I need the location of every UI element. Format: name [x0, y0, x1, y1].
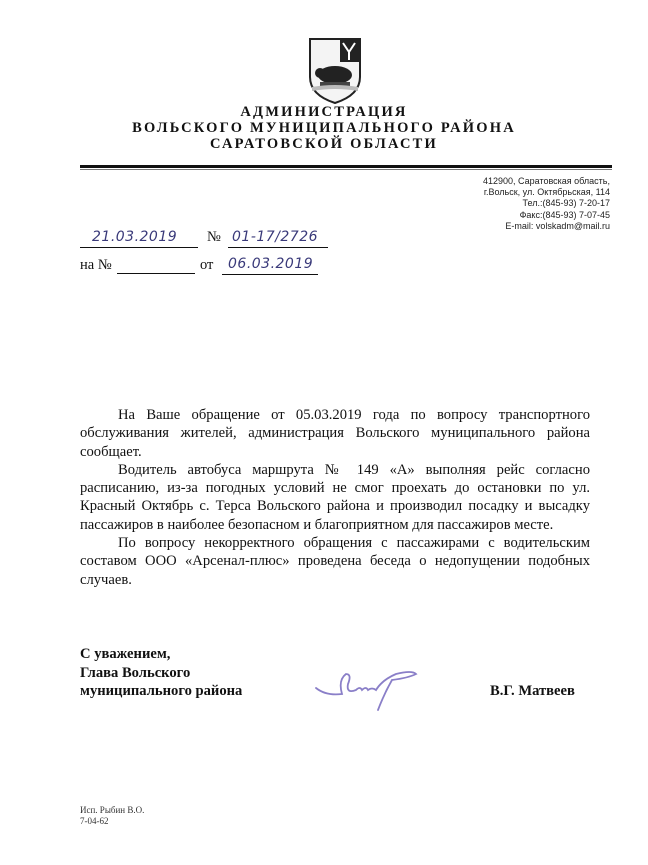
handwritten-signature — [312, 660, 422, 720]
address-email: E-mail: volskadm@mail.ru — [505, 220, 610, 231]
executor-phone: 7-04-62 — [80, 816, 109, 826]
org-name-line1: АДМИНИСТРАЦИЯ — [240, 104, 408, 120]
outgoing-number-field — [228, 229, 328, 248]
header-divider — [80, 165, 612, 168]
coat-of-arms-icon — [302, 33, 368, 105]
signer-title-line2: муниципального района — [80, 683, 243, 699]
org-name-line2: ВОЛЬСКОГО МУНИЦИПАЛЬНОГО РАЙОНА — [132, 120, 516, 136]
letter-body — [80, 406, 590, 589]
outgoing-date: 21.03.2019 — [92, 229, 178, 245]
closing: С уважением, — [80, 646, 171, 662]
address-phone: Тел.:(845-93) 7-20-17 — [522, 198, 610, 209]
ref-number-field — [117, 257, 195, 274]
address-block — [483, 176, 610, 232]
executor-name: Исп. Рыбин В.О. — [80, 805, 145, 815]
address-line2: г.Вольск, ул. Октябрьская, 114 — [483, 187, 610, 198]
address-fax: Факс:(845-93) 7-07-45 — [519, 209, 610, 220]
signer-title-line1: Глава Вольского — [80, 664, 191, 681]
body-paragraph: Водитель автобуса маршрута № 149 «А» выполняя рейс согласно расписанию, из-за погодных условий не смог проехать до остановки по ул. Красный Октябрь с. Терса Вольского района и производил посадку и высадку пассажиров в наиболее безопасном и благоприятном для пассажиров месте. — [80, 461, 590, 533]
address-line1: 412900, Саратовская область, — [483, 176, 610, 186]
outgoing-number: 01-17/2726 — [232, 229, 319, 245]
outgoing-date-field — [80, 229, 198, 248]
signature-title-block — [80, 645, 242, 701]
signer-name: В.Г. Матвеев — [490, 683, 575, 699]
number-sign: № — [207, 229, 221, 245]
ref-date-field — [222, 257, 318, 275]
ref-date: 06.03.2019 — [228, 256, 314, 272]
body-paragraph: На Ваше обращение от 05.03.2019 года по вопросу транспортного обслуживания жителей, администрация Вольского муниципального района сообщает. — [80, 407, 590, 460]
executor-block — [80, 805, 144, 827]
ref-number-label: на № — [80, 257, 112, 273]
header-divider-thin — [80, 169, 612, 170]
ref-date-label: от — [200, 257, 214, 273]
body-paragraph: По вопросу некорректного обращения с пассажирами с водительским составом ООО «Арсенал-плюс» проведена беседа о недопущении подобных случаев. — [80, 535, 590, 588]
org-name-line3: САРАТОВСКОЙ ОБЛАСТИ — [210, 136, 438, 152]
